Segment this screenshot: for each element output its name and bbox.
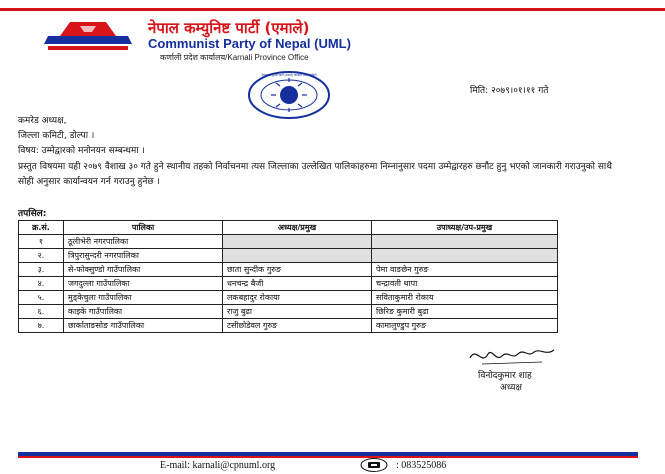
table-label: तपसिल: [18,209,47,219]
row-municipality: त्रिपुरासुन्दरी नगरपालिका [64,249,223,263]
party-logo-icon [40,14,136,58]
recipient-line-2: जिल्ला कमिटी, डोल्पा । [18,131,95,141]
recipient-line-1: कमरेड अध्यक्ष, [18,116,67,126]
header-top-line [0,8,665,11]
row-municipality: छार्काताङसोङ गाउँपालिका [64,319,223,333]
footer-email: E-mail: karnali@cpnuml.org [160,460,276,471]
col-vice-chair: उपाध्यक्ष/उप-प्रमुख [372,221,558,235]
col-chair: अध्यक्ष/प्रमुख [223,221,372,235]
letter-body: प्रस्तुत विषयमा यही २०७९ वैशाख ३० गते हुने स्थानीय तहको निर्वाचनमा त्यस जिल्लाका उल्लेखित पालिकाहरुमा निम्नानुसार पदमा उम्मेद्वारहरु छनौट हुनु भएको जानकारी गराउनुको साथै सोही अनुसार कार्यान्वयन गर्न गराउनु हुनेछ । [18,162,613,187]
row-serial: ४. [19,277,64,291]
table-row [19,277,558,291]
table-header-row [19,221,558,235]
office-name: कर्णाली प्रदेश कार्यालय/Karnali Province Office [160,53,309,62]
party-seal-icon [246,70,332,120]
row-municipality: काइके गाउँपालिका [64,305,223,319]
signatory-name: विनोदकुमार शाह [478,371,532,381]
row-municipality: मुड्केचुला गाउँपालिका [64,291,223,305]
row-vice-chair: पेमा वाङछेन गुरुङ [372,263,558,277]
row-municipality: ठूलीभेरी नगरपालिका [64,235,223,249]
row-chair [223,249,372,263]
row-municipality: जगदुल्ला गाउँपालिका [64,277,223,291]
row-vice-chair: कामालुण्डुप गुरुङ [372,319,558,333]
party-name-nepali: नेपाल कम्युनिष्ट पार्टी (एमाले) [148,19,310,37]
row-vice-chair: चन्द्रावती थापा [372,277,558,291]
row-chair: राजु बुढा [223,305,372,319]
table-row [19,305,558,319]
party-name-english: Communist Party of Nepal (UML) [148,36,351,51]
row-serial: ६. [19,305,64,319]
letter-date: मिति: २०७९।०१।११ गते [470,86,549,96]
table-row [19,235,558,249]
row-serial: १ [19,235,64,249]
row-chair: लकबहादुर रोकाया [223,291,372,305]
signatory-title: अध्यक्ष [500,383,522,393]
row-municipality: से-फोक्सुण्डो गाउँपालिका [64,263,223,277]
row-serial: २. [19,249,64,263]
table-row [19,319,558,333]
row-chair: धनचन्द्र बैजी [223,277,372,291]
col-serial: क्र.सं. [19,221,64,235]
row-chair: टसीछोडेवल गुरुङ [223,319,372,333]
row-serial: ७. [19,319,64,333]
footer-red-line [18,456,638,458]
row-vice-chair: छिरिङ कुमारी बुढा [372,305,558,319]
candidate-table [18,220,558,333]
letter-subject: विषय: उम्मेद्वारको मनोनयन सम्बन्धमा । [18,146,145,156]
row-vice-chair: सविताकुमारी रोकाय [372,291,558,305]
footer-phone: : 083525086 [396,460,447,471]
table-row [19,249,558,263]
row-vice-chair [372,235,558,249]
svg-text:नेपाल कम्युनिष्ट पार्टी (एमाले: नेपाल कम्युनिष्ट पार्टी (एमाले) कर्णाली प्रदेश कमिटी [261,73,317,77]
row-serial: ३. [19,263,64,277]
table-row [19,291,558,305]
col-municipality: पालिका [64,221,223,235]
row-chair: छाता सुन्दीक गुरुङ [223,263,372,277]
row-serial: ५. [19,291,64,305]
signature-image [462,340,562,370]
telephone-icon [360,458,388,472]
row-chair [223,235,372,249]
table-row [19,263,558,277]
row-vice-chair [372,249,558,263]
